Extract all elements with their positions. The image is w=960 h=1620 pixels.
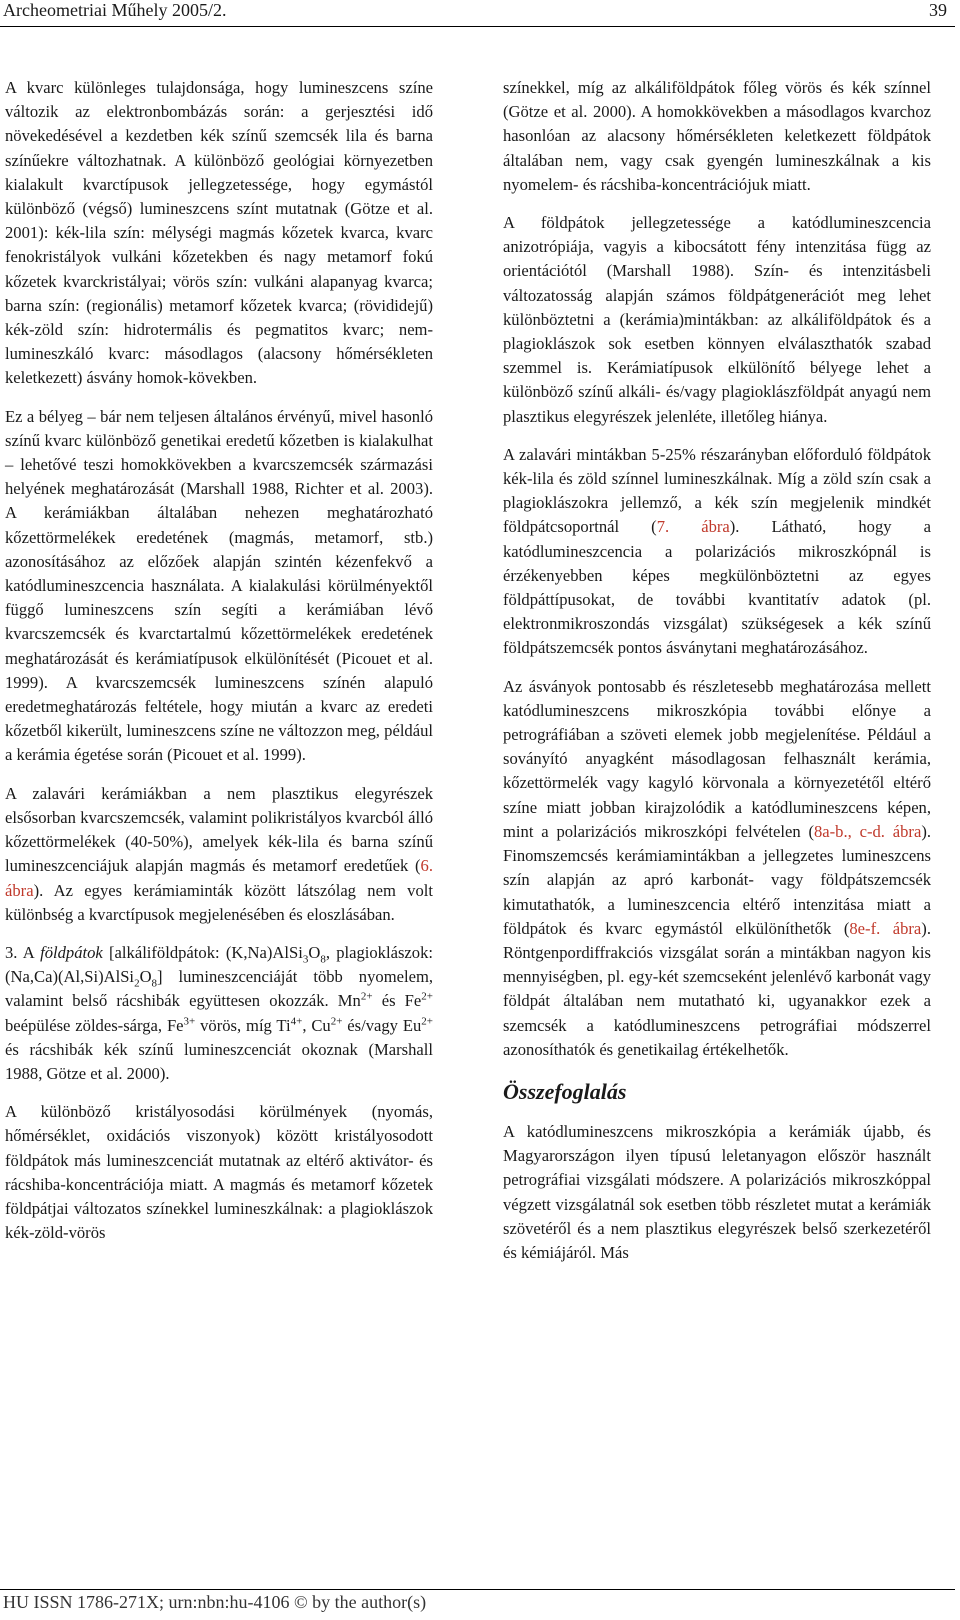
- paragraph-crystallization: A különböző kristályosodási körülmények (nyomás, hőmérséklet, oxidációs viszonyok) között kristályosodott földpátok más lumineszcenciát mutatnak az eltérő aktivátor- és rácshiba-koncentrációja miatt. A magmás és metamorf kőzetek földpátjai változatos színekkel lumineszkálnak: a plagioklászok kék-zöld-vörös: [5, 1102, 433, 1243]
- figure-link-8e-f[interactable]: 8e-f. ábra: [849, 918, 922, 938]
- page-number: 39: [929, 0, 947, 20]
- paragraph-alkali-feldspar: színekkel, míg az alkáliföldpátok főleg vörös és kék színnel (Götze et al. 2000). A homokkövekben a másodlagos kvarchoz hasonlóan az alacsony hőmérsékleten keletkezett földpátok általában nem, vagy csak gyengén lumineszkálnak a kis nyomelem- és rácshiba-koncentrációjuk miatt.: [503, 78, 931, 194]
- paragraph-anisotropy: A földpátok jellegzetessége a katódlumineszcencia anizotrópiája, vagyis a kibocsátott fény intenzitása függ az orientációtól (Marshall 1988). Szín- és intenzitásbeli változatosság alapján számos földpátgenerációt meg lehet különböztetni a (kerámia)mintákban: az alkáliföldpátok és a plagioklászok sok esetben könnyen elválaszthatók szabad szemmel is. Kerámiatípusok elkülönítő bélyege lehet a különböző színű alkáli- és/vagy plagioklászföldpát anyagú nem plasztikus elegyrészek jelenléte, illetőleg hiánya.: [503, 213, 931, 426]
- section-title-summary: Összefoglalás: [503, 1078, 627, 1104]
- journal-title: Archeometriai Műhely 2005/2.: [3, 0, 227, 20]
- figure-link-6[interactable]: 6. ábra: [5, 856, 433, 900]
- paragraph-zalavar-feldspar: A zalavári mintákban 5-25% részarányban előforduló földpátok kék-lila és zöld színnel lumineszkálnak. Míg a zöld szín csak a plagioklászokra jellemző, a kék szín megjelenik mindkét földpátcsoportnál (7. ábra). Látható, hogy a katódlumineszcencia a polarizációs mikroszkópnál is érzékenyebben képes megkülönböztetni az egyes földpáttípusokat, de további kvantitatív adatok (pl. elektronmikroszondás vizsgálat) szükségesek a kék színű földpátszemcsék pontos ásványtani meghatározásához.: [503, 444, 931, 658]
- left-column: [5, 76, 433, 1245]
- figure-link-8a-d[interactable]: 8a-b., c-d. ábra: [813, 821, 922, 841]
- paragraph-provenance: Ez a bélyeg – bár nem teljesen általános érvényű, mivel hasonló színű kvarc különböző genetikai eredetű kőzetben is kialakulhat – lehetővé teszi homokkövekben a kvarcszemcsék származási helyének meghatározását (Marshall 1988, Richter et al. 2003). A kerámiákban általában nehezen meghatározható kőzettörmelékek eredetének (magmás, metamorf, stb.) azonosításához az előzőek alapján szintén kézenfekvő a katódlumineszcencia használata. A kialakulási körülményektől függő lumineszcens szín segíti a kerámiában lévő kvarcszemcsék és kvarctartalmú kőzettörmelékek eredetének meghatározását és kerámiatípusok elkülönítését (Picouet et al. 1999). A kvarcszemcsék lumineszcens színén alapuló eredetmeghatározás feltétele, hogy miután a kvarc az eredeti kőzetből kikerült, lumineszcens színe ne változzon meg, például a kerámia égetése során (Picouet et al. 1999).: [5, 406, 433, 765]
- footer-issn: HU ISSN 1786-271X; urn:nbn:hu-4106 © by the author(s): [3, 1592, 427, 1612]
- right-column: [503, 76, 931, 1265]
- paragraph-zalavar-quartz: A zalavári kerámiákban a nem plasztikus elegyrészek elsősorban kvarcszemcsék, valamint polikristályos kvarcból álló kőzettörmelékek (40-50%), amelyek kék-lila és barna színű lumineszcenciájuk alapján magmás és metamorf eredetűek (6. ábra). Az egyes kerámiaminták között látszólag nem volt különbség a kvarctípusok megjelenésében és eloszlásában.: [5, 783, 433, 924]
- paragraph-summary: A katódlumineszcens mikroszkópia a kerámiák újabb, és Magyarországon ilyen típusú leletanyagon először használt petrográfiai vizsgálati módszere. A polarizációs mikroszkóppal végzett vizsgálatnál sok esetben több részletet mutat a kerámiák szövetéről és a nem plasztikus elegyrészek belső szerkezetéről és kémiájáról. Más: [503, 1121, 931, 1262]
- term-feldspar: földpátok: [40, 942, 103, 962]
- page-footer: [0, 1589, 955, 1620]
- paragraph-feldspar-formula: 3. A földpátok [alkáliföldpátok: $(K,Na)AlSi_3O_8$, plagioklászok: $(Na,Ca)(Al,Si)AlSi_2O_8$] lumineszcenciáját több nyomelem, valamint belső rácshibák együttesen okozzák. $Mn^{2+}$ és $Fe^{2+}$ beépülése zöldes-sárga, $Fe^{3+}$ vörös, míg $Ti^{4+}$, $Cu^{2+}$ és/vagy $Eu^{2+}$ és rácshibák kék színű lumineszcenciát okoznak (Marshall 1988, Götze et al. 2000).: [5, 942, 434, 1083]
- figure-link-7[interactable]: 7. ábra: [656, 517, 730, 537]
- paragraph-quartz-color: A kvarc különleges tulajdonsága, hogy lumineszcens színe változik az elektronbombázás során: a gerjesztési idő növekedésével a kezdetben kék színű szemcsék lila és barna színűekre változhatnak. A különböző geológiai környezetben kialakult kvarctípusok jellegzetessége, hogy egymástól különböző (végső) lumineszcens színt mutatnak (Götze et al. 2001): kék-lila szín: mélységi magmás kőzetek kvarca, kvarc fenokristályok vulkáni kőzetekben és nagy metamorf fokú kőzetek kvarckristályai; vörös szín: vulkáni alapanyag kvarca; barna szín: (regionális) metamorf kőzetek kvarca; (rövididejű) kék-zöld szín: hidrotermális és pegmatitos kvarc; nem-lumineszkáló kvarc: másodlagos (alacsony hőmérsékleten keletkezett) ásvány homok-kövekben.: [5, 78, 433, 388]
- paragraph-texture: Az ásványok pontosabb és részletesebb meghatározása mellett katódlumineszcens mikroszkópia további előnye a petrográfiában a szöveti elemek jobb megjelenítése. Például a soványító anyagként másodlagosan felhasznált kerámia, kőzettörmelék vagy kagyló körvonala a környezetétől eltérő színe miatt jobban kirajzolódik a katódlumineszcens képen, mint a polarizációs mikroszkópi felvételen (8a-b., c-d. ábra). Finomszemcsés kerámiamintákban a jellegzetes lumineszcens szín alapján az apró karbonát- vagy földpátszemcsék kimutathatók, a lumineszcencia eltérő intenzitása miatt a földpátok és kvarc egymástól elkülöníthetők (8e-f. ábra). Röntgenpordiffrakciós vizsgálat során a mintákban nagyon kis mennyiségben, pl. egy-két szemcseként jelenlévő karbonát vagy földpát általában nem mutatható ki, ugyanakkor ezek a szemcsék a katódlumineszcens petrográfiai módszerrel azonosíthatók és genetikailag értékelhetők.: [503, 676, 931, 1059]
- page-header: [0, 0, 955, 27]
